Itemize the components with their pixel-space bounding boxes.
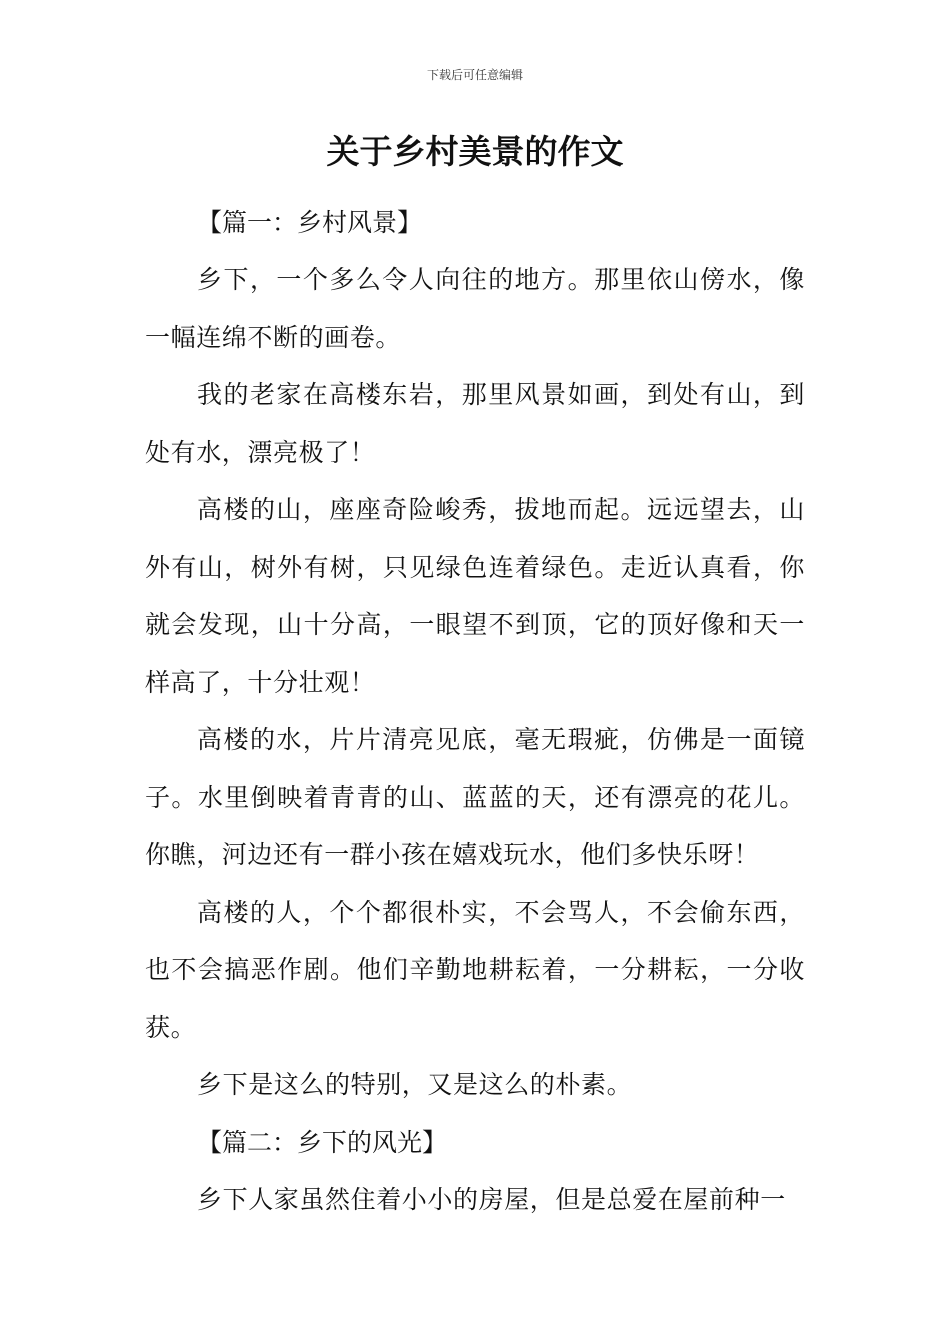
paragraph: 高楼的山，座座奇险峻秀，拔地而起。远远望去，山外有山，树外有树，只见绿色连着绿色。走近认真看，你就会发现，山十分高，一眼望不到顶，它的顶好像和天一样高了，十分壮观！ [145, 495, 805, 697]
document-title: 关于乡村美景的作文 [326, 132, 624, 171]
paragraph: 乡下，一个多么令人向往的地方。那里依山傍水，像一幅连绵不断的画卷。 [145, 265, 805, 352]
section-heading: 【篇一：乡村风景】 [197, 208, 423, 237]
paragraph: 我的老家在高楼东岩，那里风景如画，到处有山，到处有水，漂亮极了！ [145, 380, 805, 467]
paragraph: 高楼的水，片片清亮见底，毫无瑕疵，仿佛是一面镜子。水里倒映着青青的山、蓝蓝的天，还有漂亮的花儿。你瞧，河边还有一群小孩在嬉戏玩水，他们多快乐呀！ [145, 725, 805, 869]
section-1 [145, 194, 805, 1114]
section-heading: 【篇二：乡下的风光】 [197, 1127, 448, 1157]
header-note: 下载后可任意编辑 [426, 68, 523, 82]
section-2 [145, 1114, 805, 1229]
paragraph: 乡下人家虽然住着小小的房屋，但是总爱在屋前种一 [197, 1184, 786, 1214]
document-body [145, 194, 805, 1228]
paragraph: 高楼的人，个个都很朴实，不会骂人，不会偷东西，也不会搞恶作剧。他们辛勤地耕耘着，一分耕耘，一分收获。 [145, 897, 805, 1042]
paragraph: 乡下是这么的特别，又是这么的朴素。 [197, 1070, 633, 1099]
